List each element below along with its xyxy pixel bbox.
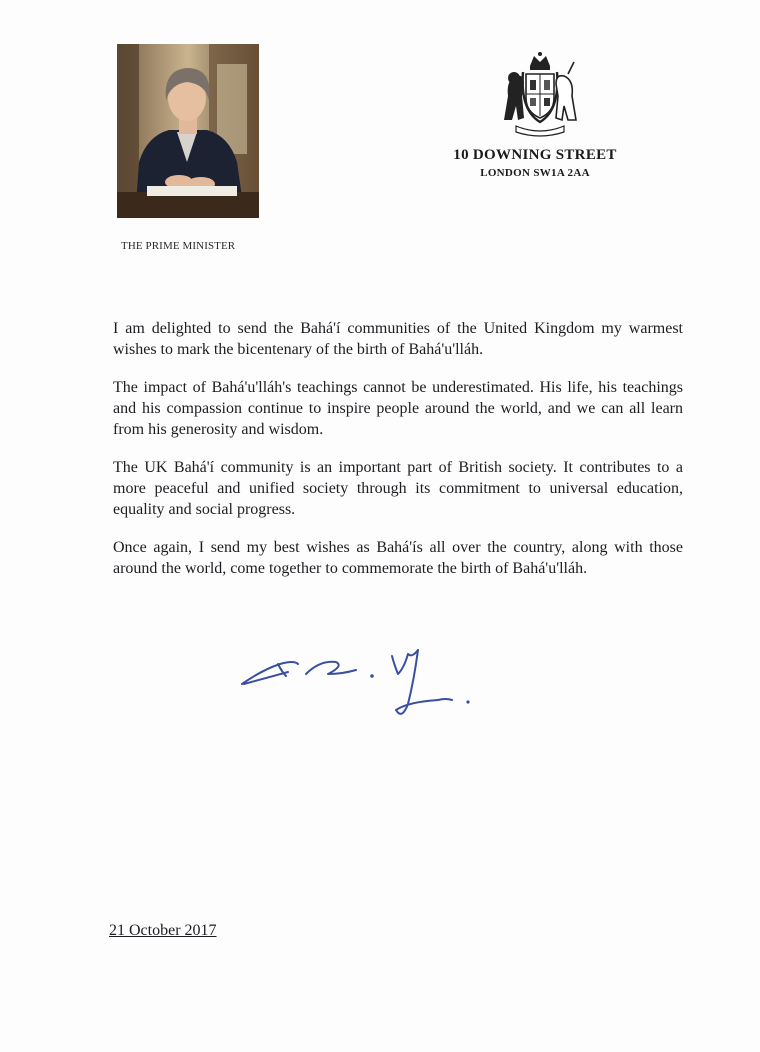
address-line-2: LONDON SW1A 2AA: [480, 167, 590, 179]
handwritten-signature: [232, 640, 482, 730]
address-line-1: 10 DOWNING STREET: [453, 147, 617, 163]
paragraph: Once again, I send my best wishes as Bahá'ís all over the country, along with those around the world, come together to commemorate the birth of Bahá'u'lláh.: [113, 539, 683, 577]
portrait-photo: [117, 44, 259, 218]
paragraph: The UK Bahá'í community is an important part of British society. It contributes to a more peaceful and unified society through its commitment to universal education, equality and social progress.: [113, 459, 683, 518]
letter-body: [113, 318, 683, 596]
letter-date: 21 October 2017: [109, 922, 217, 939]
paragraph: I am delighted to send the Bahá'í communities of the United Kingdom my warmest wishes to mark the bicentenary of the birth of Bahá'u'lláh.: [113, 320, 683, 358]
paragraph: The impact of Bahá'u'lláh's teachings cannot be underestimated. His life, his teachings and his compassion continue to inspire people around the world, and we can all learn from his generosity and wisdom.: [113, 379, 683, 438]
royal-coat-of-arms-icon: [490, 50, 590, 140]
sender-caption: THE PRIME MINISTER: [121, 240, 236, 252]
